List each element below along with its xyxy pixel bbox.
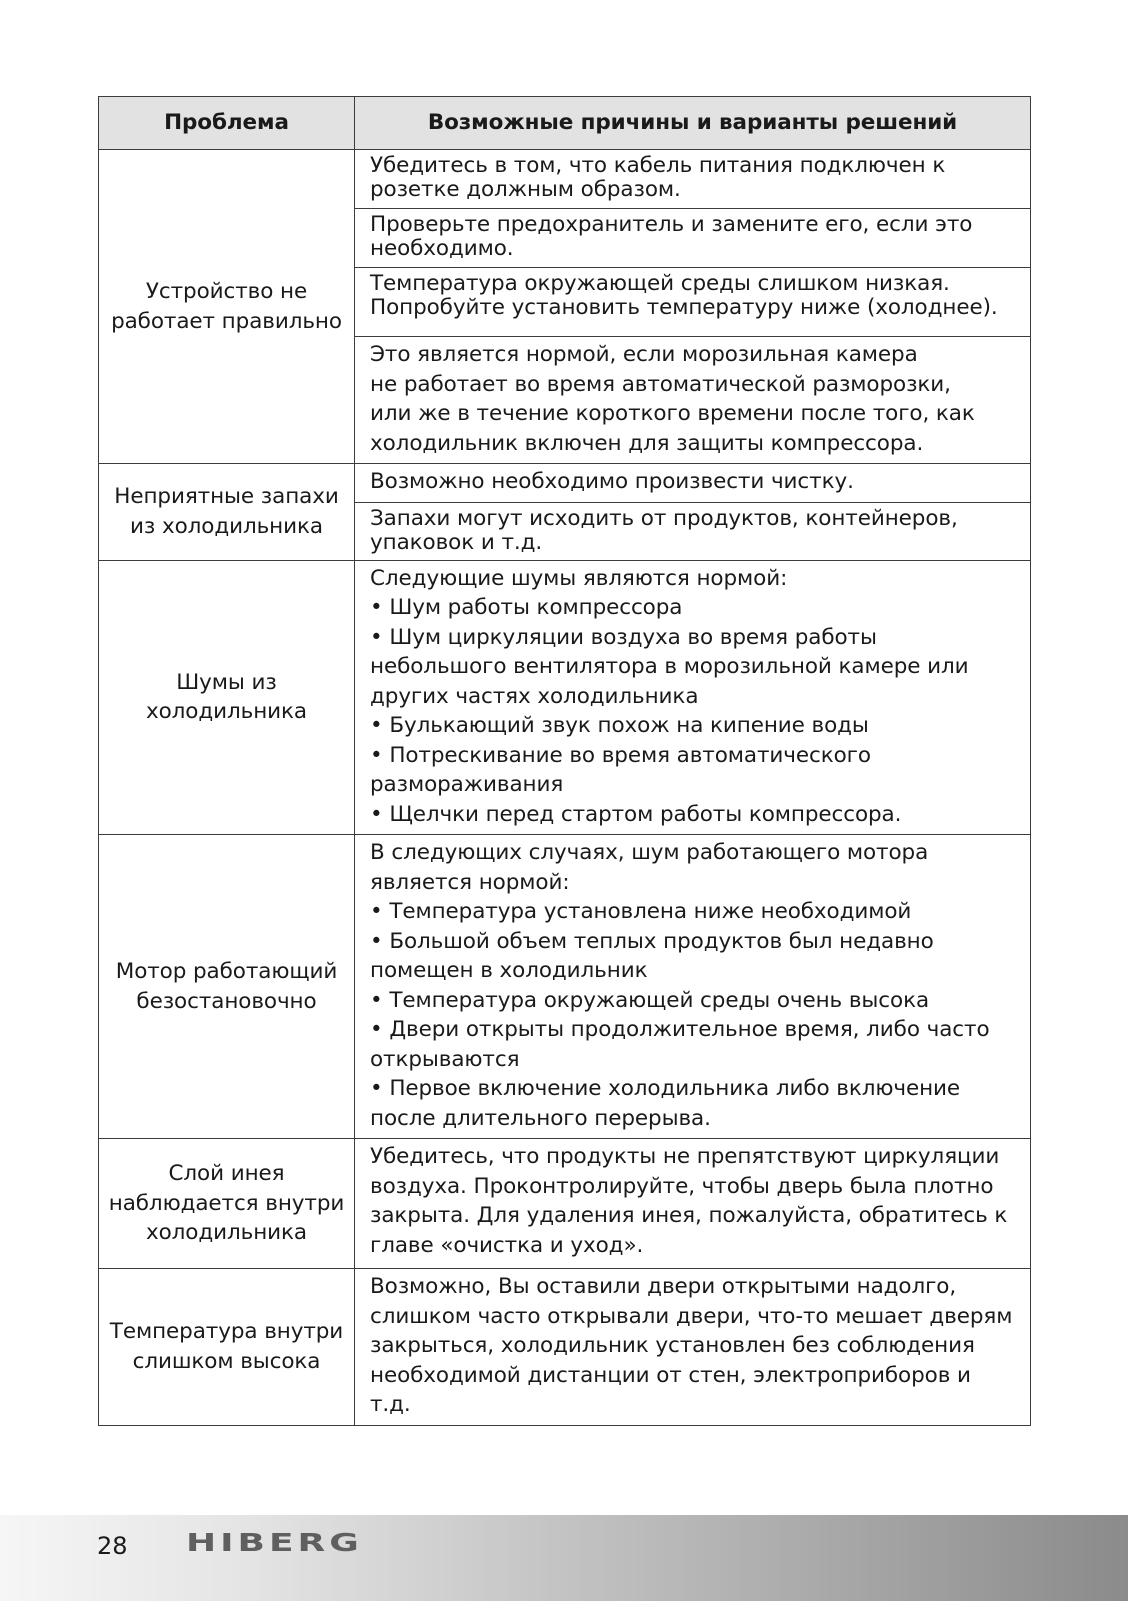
solution-line: закрыться, холодильник установлен без соблюдения [370, 1333, 975, 1358]
troubleshooting-table [98, 96, 1031, 1426]
solution-line: • Двери открыты продолжительное время, либо часто [370, 1017, 990, 1042]
solution-line: • Температура установлена ниже необходимой [370, 899, 912, 924]
solution-line: главе «очистка и уход». [370, 1232, 644, 1258]
solution-line: • Щелчки перед стартом работы компрессора. [370, 801, 902, 827]
solution-line: Следующие шумы являются нормой: [370, 565, 788, 591]
solution-line: воздуха. Проконтролируйте, чтобы дверь была плотно [370, 1173, 994, 1199]
solution-line: Убедитесь в том, что кабель питания подключен к [370, 153, 946, 178]
solution-line: • Шум работы компрессора [370, 595, 683, 620]
brand-logo: HIBERG [186, 1529, 363, 1557]
table-row [99, 835, 1031, 1139]
solution-line: после длительного перерыва. [370, 1105, 711, 1131]
solution-line: • Шум циркуляции воздуха во время работы [370, 624, 877, 650]
table-header-row [99, 97, 1031, 150]
solution-line: Возможно необходимо произвести чистку. [370, 469, 854, 494]
page-number: 28 [97, 1532, 128, 1560]
solution-line: • Булькающий звук похож на кипение воды [370, 713, 869, 738]
solution-line: • Первое включение холодильника либо включение [370, 1076, 961, 1101]
table-row [99, 1139, 1031, 1269]
solution-line: слишком часто открывали двери, что-то мешает дверям [370, 1303, 1013, 1329]
table-row [99, 1269, 1031, 1426]
solution-cell [355, 1139, 1031, 1269]
solution-cell [355, 502, 1031, 560]
solution-line: других частях холодильника [370, 683, 699, 709]
solution-line: является нормой: [370, 869, 570, 895]
table-row [99, 150, 1031, 209]
header-solutions: Возможные причины и варианты решений [355, 97, 1031, 150]
solution-line: открываются [370, 1046, 520, 1072]
solution-line: необходимо. [370, 236, 514, 261]
solution-line: Убедитесь, что продукты не препятствуют циркуляции [370, 1144, 1000, 1169]
solution-cell [355, 150, 1031, 209]
problem-cell: Слой инея наблюдается внутри холодильника [99, 1139, 355, 1269]
solution-line: • Потрескивание во время автоматического [370, 742, 871, 768]
solution-line: холодильник включен для защиты компрессора. [370, 430, 924, 456]
solution-line: Проверьте предохранитель и замените его, если это [370, 212, 973, 237]
solution-line: Температура окружающей среды слишком низкая. [370, 271, 950, 296]
solution-cell [355, 268, 1031, 337]
solution-cell [355, 560, 1031, 835]
solution-line: • Температура окружающей среды очень высока [370, 987, 930, 1013]
solution-cell [355, 337, 1031, 464]
solution-line: размораживания [370, 772, 564, 797]
solution-line: необходимой дистанции от стен, электроприборов и [370, 1362, 971, 1388]
solution-cell [355, 464, 1031, 503]
solution-line: розетке должным образом. [370, 177, 681, 202]
solution-cell [355, 209, 1031, 268]
solution-line: • Большой объем теплых продуктов был недавно [370, 928, 934, 954]
problem-cell: Шумы из холодильника [99, 560, 355, 835]
table-body [99, 150, 1031, 1426]
problem-cell: Устройство не работает правильно [99, 150, 355, 464]
solution-line: Возможно, Вы оставили двери открытыми надолго, [370, 1274, 957, 1299]
solution-line: Запахи могут исходить от продуктов, контейнеров, [370, 505, 958, 531]
solution-line: Это является нормой, если морозильная камера [370, 342, 918, 367]
solution-line: В следующих случаях, шум работающего мотора [370, 840, 929, 865]
page-footer [0, 1515, 1128, 1601]
solution-line: или же в течение короткого времени после того, как [370, 401, 975, 426]
solution-line: помещен в холодильник [370, 958, 648, 983]
solution-line: не работает во время автоматической разморозки, [370, 371, 951, 397]
solution-cell [355, 1269, 1031, 1426]
solution-line: небольшого вентилятора в морозильной камере или [370, 654, 969, 679]
problem-cell: Температура внутри слишком высока [99, 1269, 355, 1426]
table-row [99, 464, 1031, 503]
solution-line: т.д. [370, 1392, 411, 1417]
solution-line: упаковок и т.д. [370, 529, 543, 555]
solution-line: закрыта. Для удаления инея, пожалуйста, обратитесь к [370, 1203, 1008, 1228]
problem-cell: Мотор работающий безостановочно [99, 835, 355, 1139]
solution-cell [355, 835, 1031, 1139]
problem-cell: Неприятные запахи из холодильника [99, 464, 355, 561]
solution-line: Попробуйте установить температуру ниже (холоднее). [370, 295, 998, 320]
table-row [99, 560, 1031, 835]
header-problem: Проблема [99, 97, 355, 150]
